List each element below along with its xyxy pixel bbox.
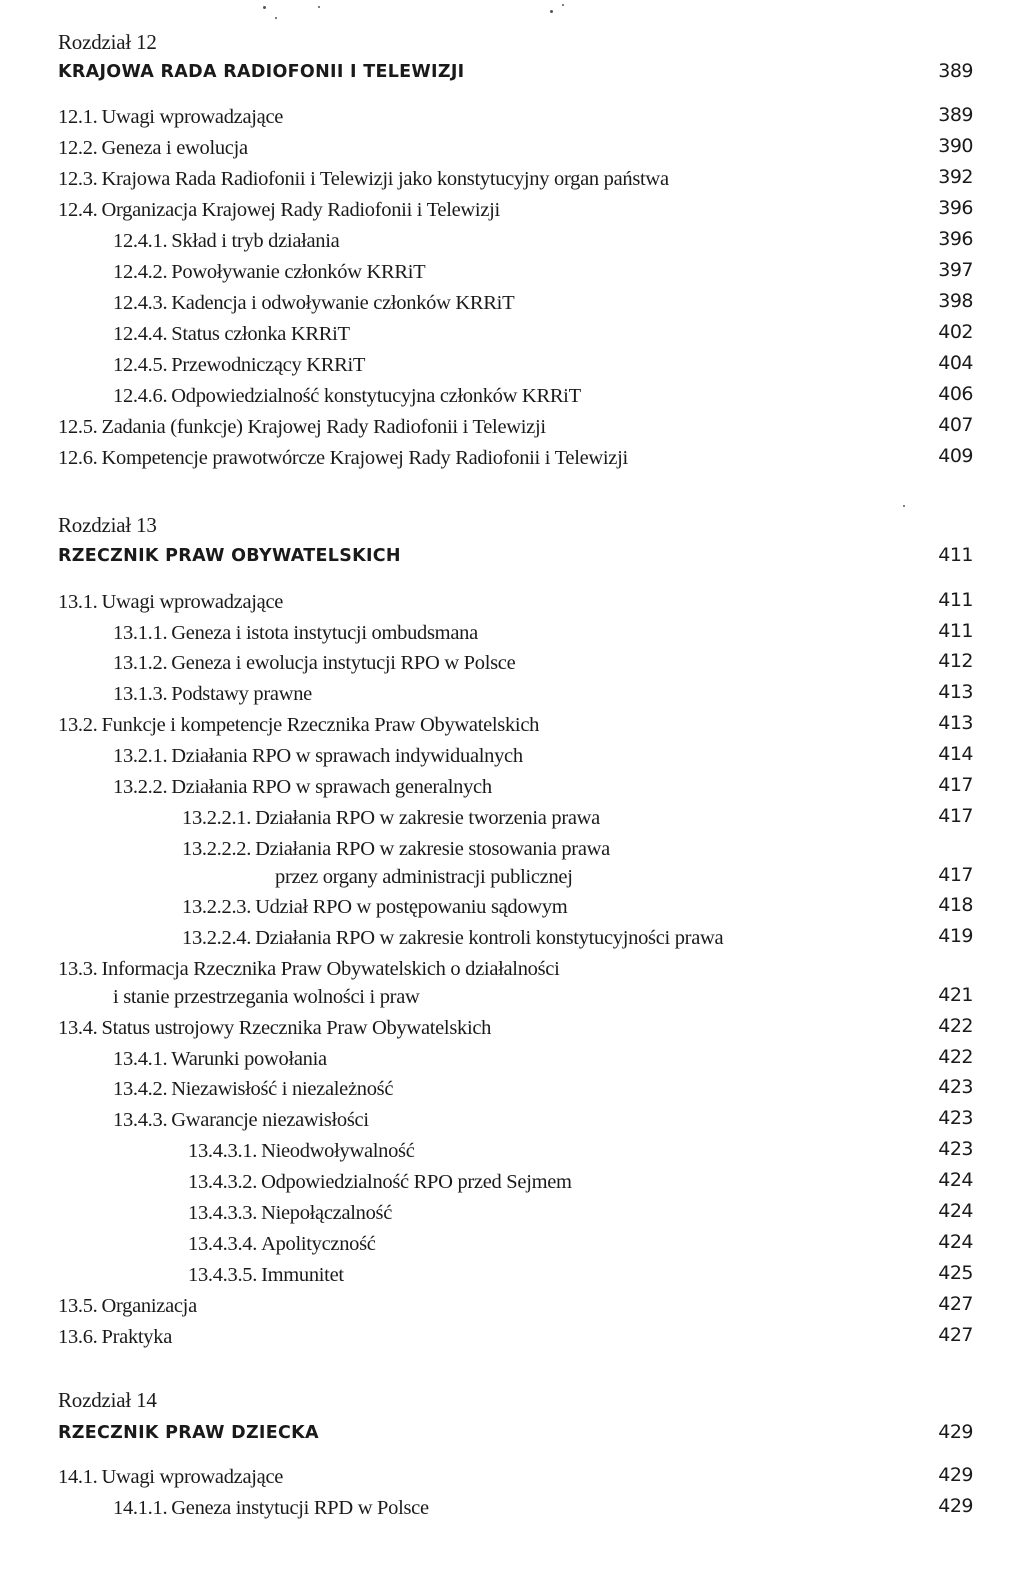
- toc-entry-heading: [58, 199, 500, 222]
- toc-entry-heading: [58, 591, 283, 614]
- page-number: 423: [938, 1138, 973, 1160]
- section-title: Geneza i ewolucja: [101, 137, 248, 159]
- section-number: 12.4.4.: [113, 323, 168, 345]
- scan-artifact: [263, 6, 266, 9]
- page-number: 417: [938, 805, 973, 827]
- chapter-title: KRAJOWA RADA RADIOFONII I TELEWIZJI: [58, 62, 465, 82]
- page-number: 398: [938, 290, 973, 312]
- section-number: 13.4.3.4.: [188, 1233, 258, 1255]
- toc-entry-heading: [113, 745, 523, 768]
- toc-entry[interactable]: [58, 807, 973, 837]
- toc-entry-heading: [113, 1078, 393, 1101]
- toc-entry-heading: [58, 168, 669, 191]
- toc-entry[interactable]: [58, 261, 973, 291]
- section-title: Przewodniczący KRRiT: [171, 354, 366, 376]
- toc-entry[interactable]: [58, 385, 973, 415]
- page-number: 422: [938, 1046, 973, 1068]
- section-title: Odpowiedzialność konstytucyjna członków KRRiT: [171, 385, 581, 407]
- section-title: Niezawisłość i niezależność: [171, 1078, 394, 1100]
- section-title: Zadania (funkcje) Krajowej Rady Radiofonii i Telewizji: [101, 416, 546, 438]
- page-number: 423: [938, 1076, 973, 1098]
- chapter-page-number: 411: [938, 544, 973, 566]
- page-number: 427: [938, 1324, 973, 1346]
- scan-artifact: [550, 10, 553, 13]
- toc-entry-heading: [113, 683, 312, 706]
- toc-entry-heading: [58, 1017, 491, 1040]
- toc-entry[interactable]: [58, 1466, 973, 1496]
- toc-entry[interactable]: [58, 776, 973, 806]
- page-number: 424: [938, 1200, 973, 1222]
- toc-entry-heading: [58, 1326, 172, 1349]
- toc-entry-heading: [188, 1233, 376, 1256]
- section-number: 12.3.: [58, 168, 98, 190]
- toc-entry-heading: [182, 927, 723, 950]
- page-number: 417: [938, 864, 973, 886]
- page-number: 392: [938, 166, 973, 188]
- page-number: 412: [938, 650, 973, 672]
- toc-entry-heading: [113, 261, 425, 284]
- toc-entry[interactable]: [58, 652, 973, 682]
- section-title: Geneza i istota instytucji ombudsmana: [171, 622, 478, 644]
- scan-artifact: [903, 505, 905, 507]
- scan-artifact: [275, 17, 277, 19]
- toc-entry[interactable]: [58, 958, 973, 1008]
- section-title-continuation: i stanie przestrzegania wolności i praw: [113, 986, 420, 1008]
- chapter-label: Rozdział 13: [58, 513, 157, 537]
- section-number: 13.2.2.3.: [182, 896, 252, 918]
- section-title: Nieodwoływalność: [261, 1140, 415, 1162]
- toc-entry-heading: [58, 714, 539, 737]
- toc-entry[interactable]: [58, 354, 973, 384]
- section-number: 12.5.: [58, 416, 98, 438]
- toc-entry-heading: [182, 807, 600, 830]
- section-number: 12.2.: [58, 137, 98, 159]
- section-title: Uwagi wprowadzające: [101, 1466, 284, 1488]
- chapter-page-number: 389: [938, 60, 973, 82]
- section-title: Powoływanie członków KRRiT: [171, 261, 426, 283]
- section-title: Uwagi wprowadzające: [101, 106, 284, 128]
- section-title: Podstawy prawne: [171, 683, 312, 705]
- section-number: 13.2.2.2.: [182, 838, 252, 860]
- section-number: 13.1.1.: [113, 622, 168, 644]
- toc-entry-heading: [58, 958, 559, 981]
- page-number: 402: [938, 321, 973, 343]
- section-title: Gwarancje niezawisłości: [171, 1109, 369, 1131]
- section-number: 13.4.3.: [113, 1109, 168, 1131]
- page-number: 397: [938, 259, 973, 281]
- toc-entry[interactable]: [58, 323, 973, 353]
- section-number: 13.1.: [58, 591, 98, 613]
- page-number: 407: [938, 414, 973, 436]
- section-title: Funkcje i kompetencje Rzecznika Praw Obywatelskich: [101, 714, 540, 736]
- toc-entry[interactable]: [58, 106, 973, 136]
- section-number: 13.1.3.: [113, 683, 168, 705]
- page-number: 427: [938, 1293, 973, 1315]
- section-title: Informacja Rzecznika Praw Obywatelskich o działalności: [101, 958, 560, 980]
- page-number: 389: [938, 104, 973, 126]
- page-number: 390: [938, 135, 973, 157]
- section-number: 13.4.: [58, 1017, 98, 1039]
- toc-entry[interactable]: [58, 622, 973, 652]
- toc-entry-heading: [58, 1295, 197, 1318]
- chapter-page-number: 429: [938, 1421, 973, 1443]
- toc-entry[interactable]: [58, 168, 973, 198]
- page-number: 423: [938, 1107, 973, 1129]
- section-title: Udział RPO w postępowaniu sądowym: [255, 896, 568, 918]
- section-title: Krajowa Rada Radiofonii i Telewizji jako konstytucyjny organ państwa: [101, 168, 669, 190]
- section-number: 13.3.: [58, 958, 98, 980]
- section-title-continuation: przez organy administracji publicznej: [275, 866, 573, 888]
- toc-entry[interactable]: [58, 1264, 973, 1294]
- section-number: 14.1.: [58, 1466, 98, 1488]
- section-number: 12.4.1.: [113, 230, 168, 252]
- toc-entry[interactable]: [58, 416, 973, 446]
- page-number: 425: [938, 1262, 973, 1284]
- toc-entry[interactable]: [58, 199, 973, 229]
- toc-entry[interactable]: [58, 1048, 973, 1078]
- page-number: 413: [938, 681, 973, 703]
- section-title: Uwagi wprowadzające: [101, 591, 284, 613]
- section-number: 13.2.1.: [113, 745, 168, 767]
- page-number: 418: [938, 894, 973, 916]
- toc-entry-heading: [113, 230, 339, 253]
- page-number: 422: [938, 1015, 973, 1037]
- page-number: 409: [938, 445, 973, 467]
- toc-entry[interactable]: [58, 1202, 973, 1232]
- page-number: 411: [938, 620, 973, 642]
- page-number: 406: [938, 383, 973, 405]
- page-number: 419: [938, 925, 973, 947]
- toc-entry[interactable]: [58, 591, 973, 621]
- section-number: 12.4.6.: [113, 385, 168, 407]
- chapter-title: RZECZNIK PRAW OBYWATELSKICH: [58, 546, 401, 566]
- toc-entry-heading: [188, 1264, 344, 1287]
- section-number: 12.6.: [58, 447, 98, 469]
- toc-entry[interactable]: [58, 1109, 973, 1139]
- toc-entry-heading: [113, 1048, 327, 1071]
- toc-entry[interactable]: [58, 683, 973, 713]
- section-title: Apolityczność: [261, 1233, 376, 1255]
- toc-entry-heading: [182, 896, 567, 919]
- page-number: 424: [938, 1169, 973, 1191]
- page-number: 411: [938, 589, 973, 611]
- section-title: Immunitet: [261, 1264, 344, 1286]
- toc-entry-heading: [113, 622, 478, 645]
- section-title: Skład i tryb działania: [171, 230, 340, 252]
- toc-entry-heading: [182, 838, 610, 861]
- toc-entry[interactable]: [58, 896, 973, 926]
- section-title: Kompetencje prawotwórcze Krajowej Rady Radiofonii i Telewizji: [101, 447, 628, 469]
- toc-entry[interactable]: [58, 927, 973, 957]
- toc-entry[interactable]: [58, 838, 973, 888]
- page-number: 396: [938, 197, 973, 219]
- toc-entry-heading: [113, 323, 350, 346]
- toc-entry-heading: [58, 1466, 283, 1489]
- toc-entry[interactable]: [58, 137, 973, 167]
- section-title: Organizacja Krajowej Rady Radiofonii i Telewizji: [101, 199, 500, 221]
- toc-entry-heading: [188, 1202, 392, 1225]
- toc-entry[interactable]: [58, 1497, 973, 1527]
- toc-entry-heading: [188, 1171, 572, 1194]
- section-title: Warunki powołania: [171, 1048, 327, 1070]
- section-title: Status ustrojowy Rzecznika Praw Obywatelskich: [101, 1017, 492, 1039]
- section-title: Działania RPO w zakresie tworzenia prawa: [255, 807, 600, 829]
- page-number: 417: [938, 774, 973, 796]
- section-title: Niepołączalność: [261, 1202, 393, 1224]
- section-title: Działania RPO w zakresie kontroli konstytucyjności prawa: [255, 927, 724, 949]
- chapter-title: RZECZNIK PRAW DZIECKA: [58, 1423, 319, 1443]
- toc-entry-heading: [113, 354, 365, 377]
- section-number: 13.4.3.1.: [188, 1140, 258, 1162]
- section-title: Status członka KRRiT: [171, 323, 350, 345]
- toc-entry-heading: [113, 776, 492, 799]
- section-title: Działania RPO w sprawach generalnych: [171, 776, 492, 798]
- toc-entry[interactable]: [58, 1233, 973, 1263]
- section-title: Organizacja: [101, 1295, 197, 1317]
- section-title: Kadencja i odwoływanie członków KRRiT: [171, 292, 515, 314]
- toc-entry-heading: [58, 137, 248, 160]
- section-number: 13.1.2.: [113, 652, 168, 674]
- toc-entry[interactable]: [58, 1171, 973, 1201]
- section-number: 12.4.5.: [113, 354, 168, 376]
- section-number: 13.4.3.5.: [188, 1264, 258, 1286]
- section-number: 14.1.1.: [113, 1497, 168, 1519]
- section-number: 13.2.: [58, 714, 98, 736]
- page-number: 429: [938, 1464, 973, 1486]
- section-title: Praktyka: [101, 1326, 172, 1348]
- chapter-label: Rozdział 12: [58, 30, 157, 54]
- section-number: 12.4.3.: [113, 292, 168, 314]
- toc-entry-heading: [58, 106, 283, 129]
- toc-entry[interactable]: [58, 745, 973, 775]
- page-number: 413: [938, 712, 973, 734]
- section-number: 13.6.: [58, 1326, 98, 1348]
- section-number: 12.4.2.: [113, 261, 168, 283]
- section-number: 13.4.3.2.: [188, 1171, 258, 1193]
- page-number: 396: [938, 228, 973, 250]
- section-number: 13.4.1.: [113, 1048, 168, 1070]
- toc-entry[interactable]: [58, 230, 973, 260]
- section-number: 12.4.: [58, 199, 98, 221]
- section-title: Geneza i ewolucja instytucji RPO w Polsce: [171, 652, 516, 674]
- page-number: 421: [938, 984, 973, 1006]
- scan-artifact: [562, 4, 564, 6]
- section-number: 13.5.: [58, 1295, 98, 1317]
- toc-entry-heading: [58, 447, 628, 470]
- toc-entry[interactable]: [58, 1078, 973, 1108]
- section-number: 13.4.2.: [113, 1078, 168, 1100]
- toc-entry[interactable]: [58, 1017, 973, 1047]
- page-number: 414: [938, 743, 973, 765]
- toc-entry[interactable]: [58, 1140, 973, 1170]
- toc-entry[interactable]: [58, 1295, 973, 1325]
- toc-entry-heading: [113, 1497, 429, 1520]
- section-number: 13.4.3.3.: [188, 1202, 258, 1224]
- page-number: 424: [938, 1231, 973, 1253]
- section-title: Działania RPO w sprawach indywidualnych: [171, 745, 523, 767]
- section-title: Działania RPO w zakresie stosowania prawa: [255, 838, 610, 860]
- section-title: Geneza instytucji RPD w Polsce: [171, 1497, 429, 1519]
- page-number: 404: [938, 352, 973, 374]
- toc-entry[interactable]: [58, 1326, 973, 1356]
- section-number: 12.1.: [58, 106, 98, 128]
- section-number: 13.2.2.4.: [182, 927, 252, 949]
- section-number: 13.2.2.: [113, 776, 168, 798]
- toc-entry[interactable]: [58, 714, 973, 744]
- toc-entry-heading: [188, 1140, 415, 1163]
- toc-entry-heading: [113, 292, 514, 315]
- chapter-label: Rozdział 14: [58, 1388, 157, 1412]
- toc-entry-heading: [113, 1109, 369, 1132]
- section-title: Odpowiedzialność RPO przed Sejmem: [261, 1171, 572, 1193]
- toc-entry[interactable]: [58, 447, 973, 477]
- toc-entry-heading: [113, 385, 581, 408]
- toc-entry-heading: [58, 416, 546, 439]
- scan-artifact: [318, 6, 320, 8]
- toc-entry-heading: [113, 652, 515, 675]
- page-number: 429: [938, 1495, 973, 1517]
- toc-entry[interactable]: [58, 292, 973, 322]
- section-number: 13.2.2.1.: [182, 807, 252, 829]
